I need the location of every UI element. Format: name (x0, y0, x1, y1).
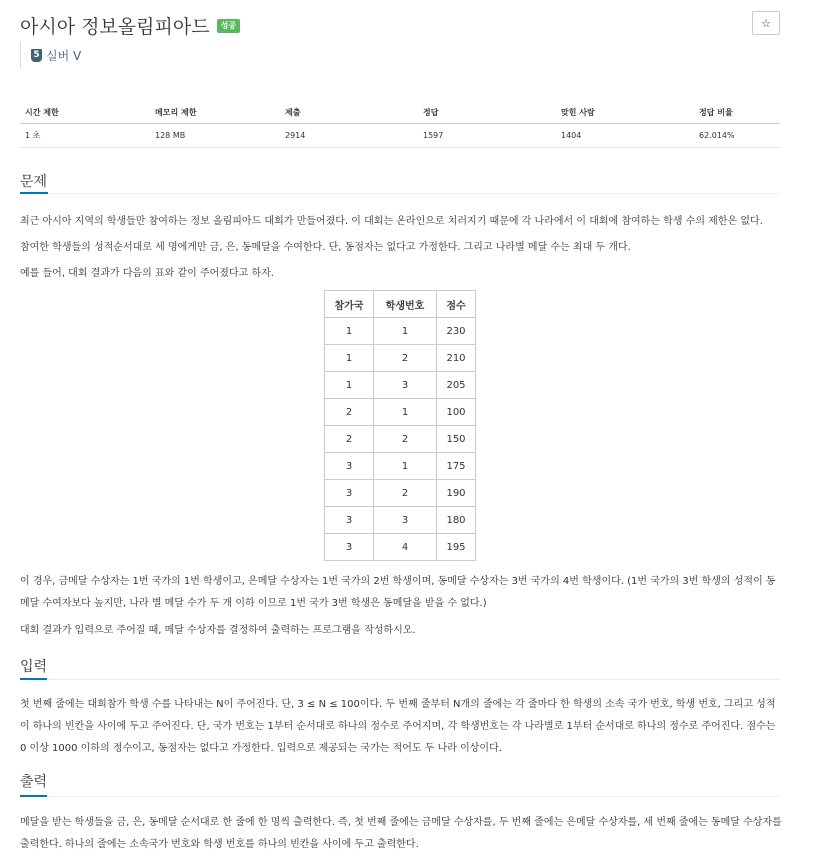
score-row (325, 534, 476, 561)
score-cell-score: 195 (437, 534, 476, 561)
score-cell-country: 3 (325, 534, 374, 561)
score-cell-score: 180 (437, 507, 476, 534)
description-paragraph-4: 이 경우, 금메달 수상자는 1번 국가의 1번 학생이고, 은메달 수상자는 1번 국가의 2번 학생이며, 동메달 수상자는 3번 국가의 4번 학생이다. (1번 국가의 3번 학생의 성적이 동메달 수여자보다 높지만, 나라 별 메달 수가 두 개 이하 이므로 1번 국가 3번 학생은 동메달을 받을 수 없다.) (20, 576, 776, 609)
score-header-student: 학생번호 (374, 291, 437, 318)
score-header-row (325, 291, 476, 318)
problem-section-divider (20, 193, 780, 194)
input-section-divider (20, 679, 780, 680)
output-section-accent (20, 795, 47, 797)
score-cell-score: 175 (437, 453, 476, 480)
score-cell-country: 2 (325, 399, 374, 426)
score-cell-score: 210 (437, 345, 476, 372)
info-accepted[interactable]: 1597 (418, 124, 556, 148)
score-cell-student: 2 (374, 426, 437, 453)
info-solvers[interactable]: 1404 (556, 124, 694, 148)
score-row (325, 399, 476, 426)
score-cell-student: 3 (374, 507, 437, 534)
status-badge: 성공 (217, 19, 240, 33)
output-description: 메달을 받는 학생들을 금, 은, 동메달 순서대로 한 줄에 한 명씩 출력한다. 즉, 첫 번째 줄에는 금메달 수상자를, 두 번째 줄에는 은메달 수상자를, 세 번째 줄에는 동메달 수상자를 출력한다. 하나의 줄에는 소속국가 번호와 학생 번호를 하나의 빈칸을 사이에 두고 출력한다. (20, 817, 782, 850)
score-cell-country: 1 (325, 372, 374, 399)
star-icon[interactable]: ☆ (752, 11, 780, 35)
score-cell-country: 3 (325, 507, 374, 534)
info-header-solvers: 맞힌 사람 (556, 100, 694, 124)
score-cell-student: 1 (374, 453, 437, 480)
score-cell-country: 2 (325, 426, 374, 453)
score-row (325, 372, 476, 399)
description-paragraph-1: 최근 아시아 지역의 학생들만 참여하는 정보 올림피아드 대회가 만들어졌다. 이 대회는 온라인으로 치러지기 때문에 각 나라에서 이 대회에 참여하는 학생 수의 제한은 없다. (20, 216, 763, 227)
score-table (324, 290, 476, 561)
input-description: 첫 번째 줄에는 대회참가 학생 수를 나타내는 N이 주어진다. 단, 3 ≤ N ≤ 100이다. 두 번째 줄부터 N개의 줄에는 각 줄마다 한 학생의 소속 국가 번호, 학생 번호, 그리고 성적이 하나의 빈칸을 사이에 두고 주어진다. 단, 국가 번호는 1부터 순서대로 하나의 정수로 주어지며, 각 학생번호는 각 나라별로 1부터 순서대로 하나의 정수로 주어진다. 점수는 0 이상 1000 이하의 정수이고, 동점자는 없다고 가정한다. 입력으로 제공되는 국가는 적어도 두 나라 이상이다. (20, 699, 776, 754)
info-header-memory-limit: 메모리 제한 (150, 100, 280, 124)
score-header-score: 점수 (437, 291, 476, 318)
score-row (325, 480, 476, 507)
score-cell-score: 100 (437, 399, 476, 426)
problem-section-heading: 문제 (20, 174, 48, 190)
description-paragraph-3: 예를 들어, 대회 결과가 다음의 표와 같이 주어졌다고 하자. (20, 268, 274, 279)
info-header-submissions: 제출 (280, 100, 418, 124)
tier-label[interactable]: 실버 V (46, 48, 82, 63)
score-cell-student: 1 (374, 399, 437, 426)
score-cell-score: 205 (437, 372, 476, 399)
score-cell-student: 1 (374, 318, 437, 345)
score-header-country: 참가국 (325, 291, 374, 318)
info-memory-limit: 128 MB (150, 124, 280, 148)
score-cell-student: 2 (374, 480, 437, 507)
score-cell-student: 2 (374, 345, 437, 372)
problem-section-accent (20, 192, 48, 194)
score-row (325, 426, 476, 453)
score-cell-country: 3 (325, 480, 374, 507)
info-header-ratio: 정답 비율 (694, 100, 780, 124)
score-cell-score: 230 (437, 318, 476, 345)
tier-icon: 5 (31, 49, 42, 62)
score-cell-country: 3 (325, 453, 374, 480)
description-paragraph-5: 대회 결과가 입력으로 주어질 때, 메달 수상자를 결정하여 출력하는 프로그램을 작성하시오. (20, 625, 416, 636)
score-row (325, 507, 476, 534)
input-section-heading: 입력 (20, 659, 48, 675)
info-value-row (20, 124, 780, 148)
problem-title (20, 12, 240, 39)
output-section-divider (20, 796, 780, 797)
score-row (325, 345, 476, 372)
score-cell-country: 1 (325, 318, 374, 345)
score-row (325, 318, 476, 345)
score-cell-score: 150 (437, 426, 476, 453)
problem-info-table (20, 100, 780, 148)
info-time-limit: 1 초 (20, 124, 150, 148)
info-header-time-limit: 시간 제한 (20, 100, 150, 124)
tier-indicator (20, 42, 81, 68)
info-header-accepted: 정답 (418, 100, 556, 124)
output-section-heading: 출력 (20, 774, 48, 790)
score-cell-student: 4 (374, 534, 437, 561)
input-section-accent (20, 678, 47, 680)
score-cell-score: 190 (437, 480, 476, 507)
info-submissions[interactable]: 2914 (280, 124, 418, 148)
score-cell-student: 3 (374, 372, 437, 399)
problem-title-text: 아시아 정보올림피아드 (20, 16, 210, 38)
info-header-row (20, 100, 780, 124)
description-paragraph-2: 참여한 학생들의 성적순서대로 세 명에게만 금, 은, 동메달을 수여한다. 단, 동점자는 없다고 가정한다. 그리고 나라별 메달 수는 최대 두 개다. (20, 242, 631, 253)
score-cell-country: 1 (325, 345, 374, 372)
info-ratio: 62.014% (694, 124, 780, 148)
score-row (325, 453, 476, 480)
